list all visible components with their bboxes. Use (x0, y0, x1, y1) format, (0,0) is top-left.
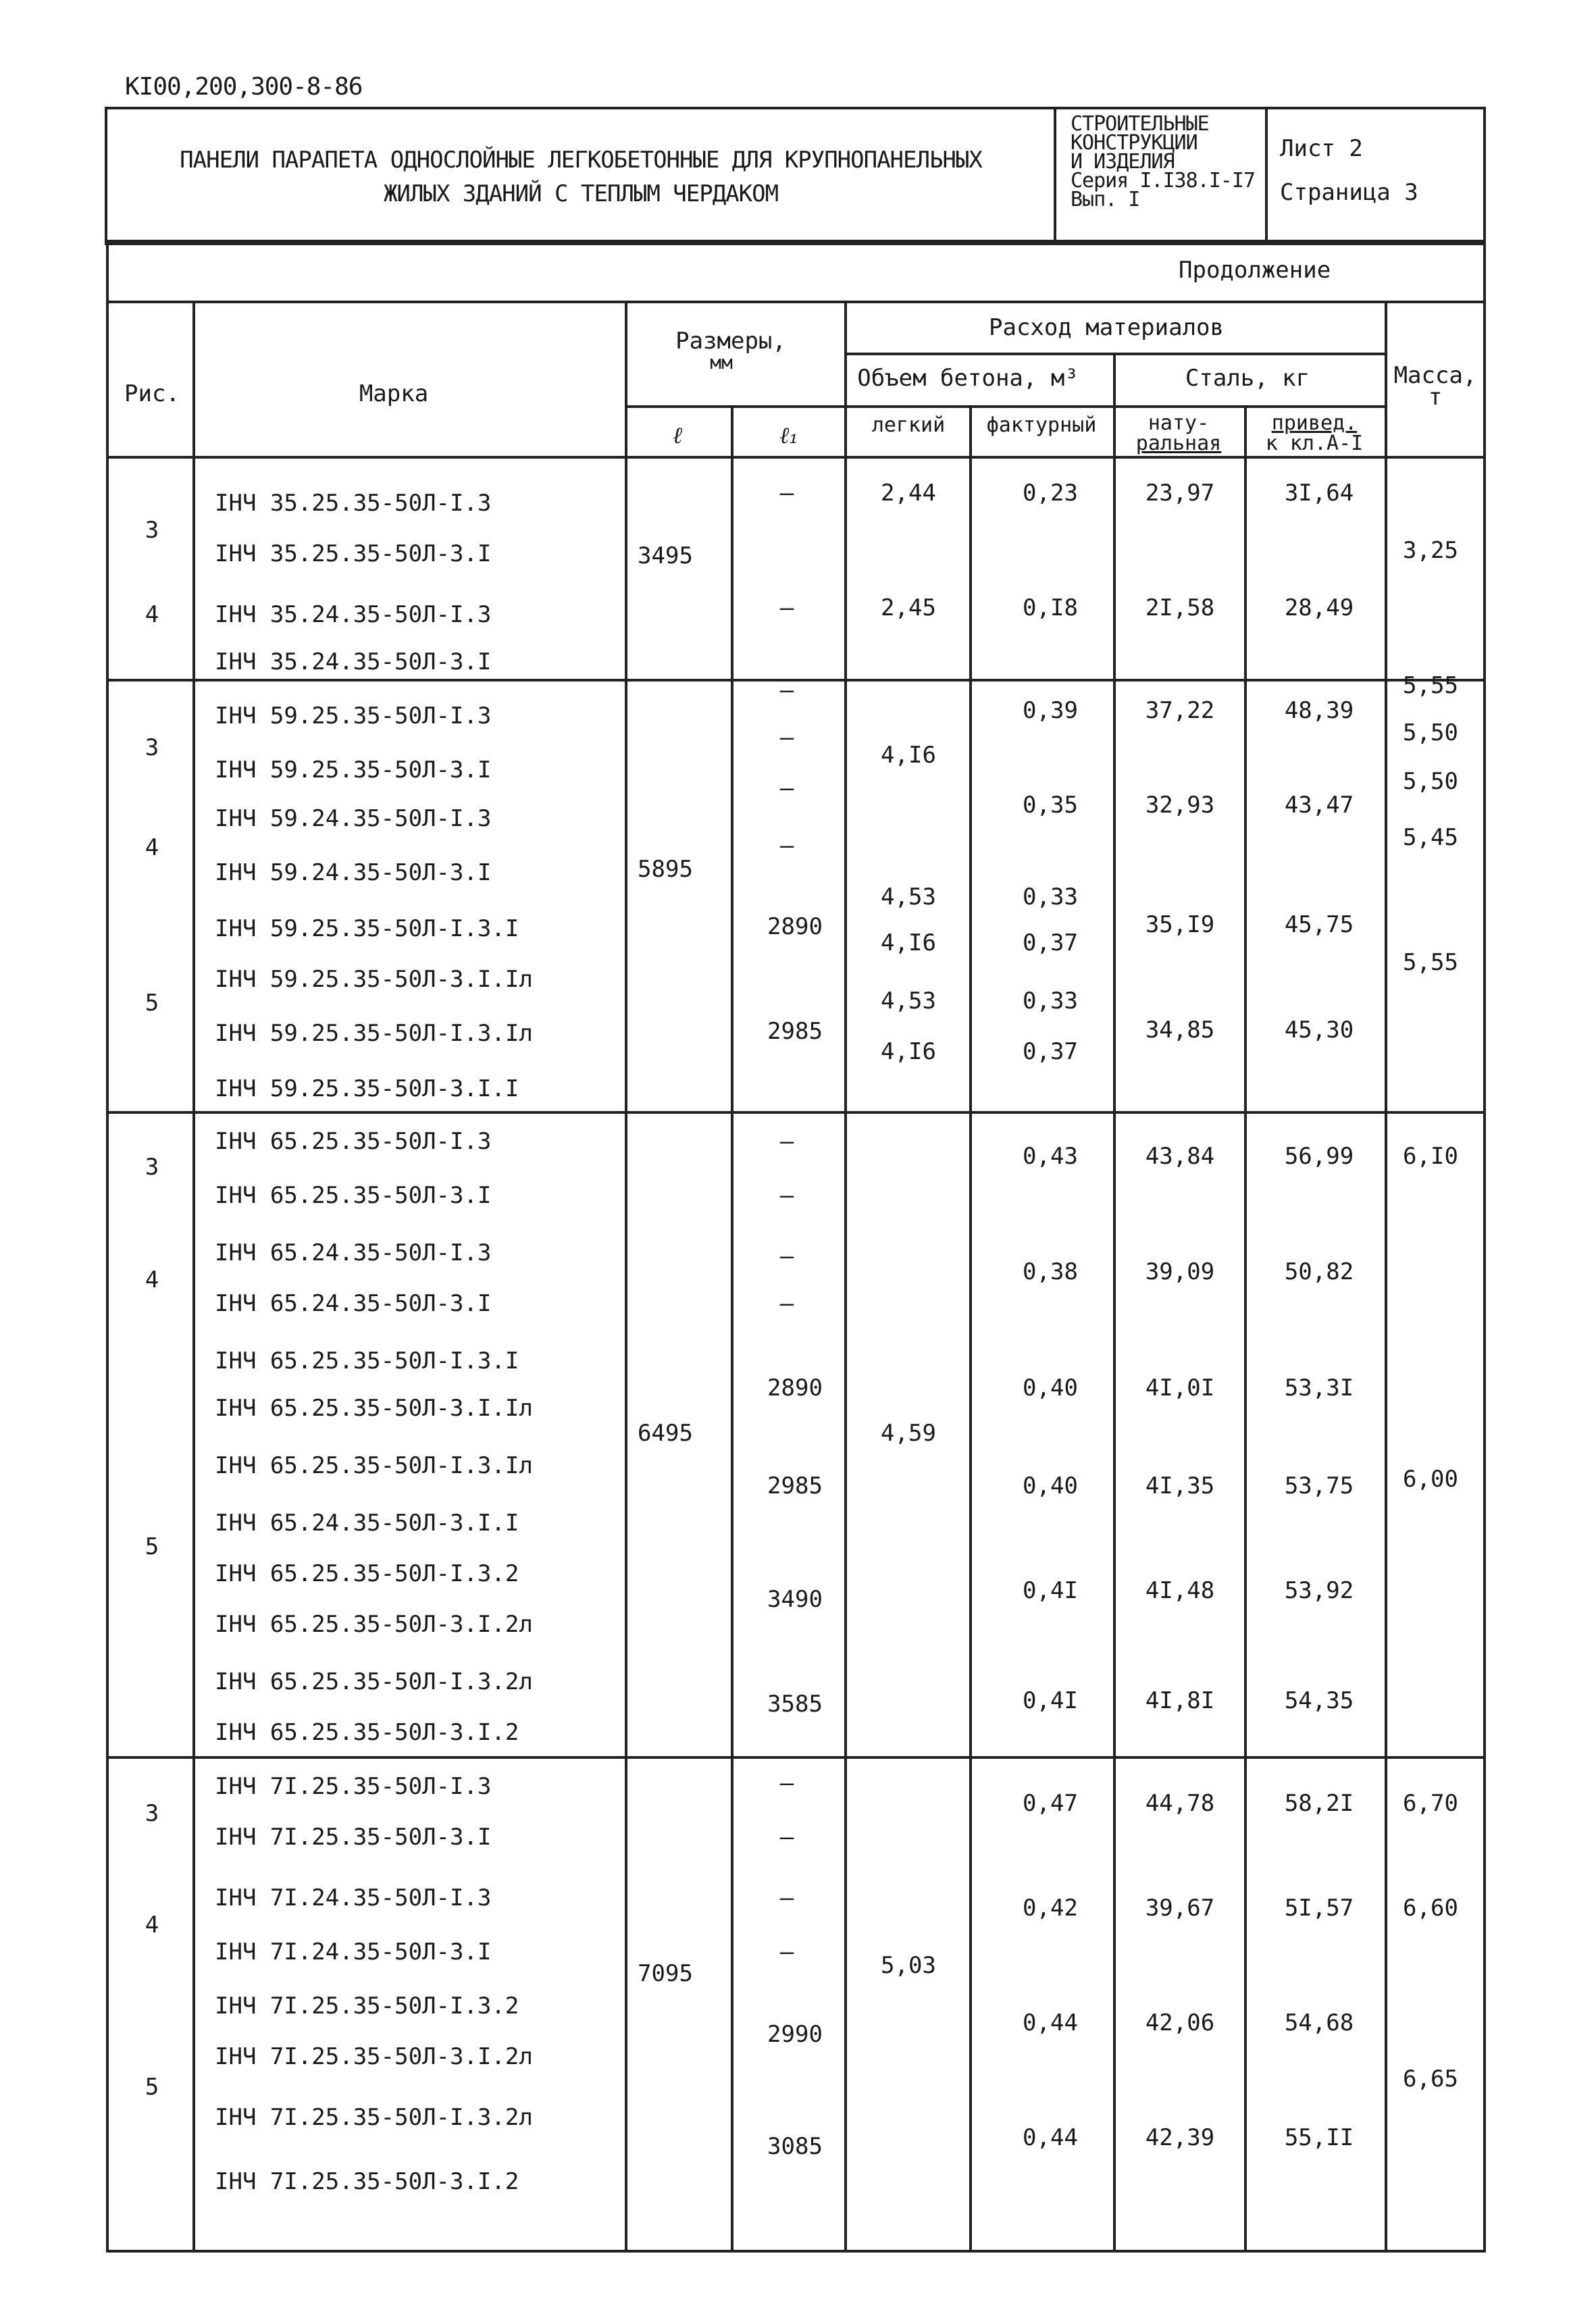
header-natural-1: нату- (1148, 411, 1210, 435)
dash-cell: – (779, 1824, 794, 1851)
fig-cell: 3 (145, 734, 159, 761)
facing-cell: 0,37 (1023, 1038, 1078, 1065)
facing-cell: 0,37 (1023, 929, 1078, 956)
dash-cell: – (779, 1770, 794, 1797)
l1-cell: 3085 (767, 2133, 823, 2160)
mass-cell: 5,45 (1403, 824, 1458, 851)
col-line-ris (192, 301, 195, 2253)
light-cell: 4,I6 (881, 742, 936, 769)
col-line-natural (1244, 405, 1247, 2253)
dash-cell: – (779, 1290, 794, 1317)
length-cell: 6495 (638, 1420, 693, 1447)
mark-cell: IНЧ 7I.25.35-50Л-I.3.2 (215, 1992, 519, 2020)
title-divider-1 (1054, 107, 1056, 245)
mark-cell: IНЧ 7I.24.35-50Л-3.I (215, 1938, 492, 1965)
fig-cell: 3 (145, 1800, 159, 1827)
header-l: ℓ (672, 422, 683, 449)
header-reduced-2: к кл.А-I (1265, 432, 1364, 455)
fig-cell: 3 (145, 1154, 159, 1181)
mark-cell: IНЧ 65.25.35-50Л-3.I.Iл (215, 1395, 533, 1422)
header-bottom-line (106, 456, 1486, 459)
fig-cell: 5 (145, 1533, 159, 1560)
natural-cell: 34,85 (1145, 1017, 1215, 1044)
stamp-line-2: КОНСТРУКЦИИ (1071, 131, 1198, 155)
natural-cell: 4I,0I (1145, 1374, 1215, 1402)
light-cell: 4,59 (881, 1420, 936, 1447)
facing-cell: 0,43 (1023, 1143, 1078, 1170)
dash-cell: – (779, 1182, 794, 1209)
mark-cell: IНЧ 59.25.35-50Л-I.3.Iл (215, 1020, 533, 1047)
sheet-number: Лист 2 (1280, 135, 1363, 162)
reduced-cell: 48,39 (1284, 697, 1354, 724)
natural-cell: 32,93 (1145, 792, 1215, 819)
header-reduced (1266, 413, 1364, 454)
length-cell: 5895 (638, 856, 693, 883)
facing-cell: 0,4I (1023, 1577, 1078, 1604)
natural-cell: 2I,58 (1145, 594, 1215, 621)
facing-cell: 0,38 (1023, 1258, 1078, 1285)
header-sub-line (625, 405, 1385, 408)
reduced-cell: 54,35 (1284, 1687, 1354, 1714)
natural-cell: 42,39 (1145, 2124, 1215, 2151)
page-number: Страница 3 (1280, 179, 1418, 206)
mark-cell: IНЧ 7I.25.35-50Л-3.I.2 (215, 2168, 519, 2195)
mark-cell: IНЧ 59.25.35-50Л-3.I.Iл (215, 966, 533, 993)
l1-cell: 2985 (767, 1018, 823, 1045)
header-reduced-1: привед. (1271, 411, 1358, 435)
natural-cell: 43,84 (1145, 1143, 1215, 1170)
mark-cell: IНЧ 59.25.35-50Л-3.I.I (215, 1075, 519, 1102)
mark-cell: IНЧ 65.25.35-50Л-3.I.2л (215, 1611, 533, 1638)
fig-cell: 5 (145, 989, 159, 1017)
reduced-cell: 53,92 (1284, 1577, 1354, 1604)
length-cell: 7095 (638, 1960, 693, 1987)
natural-cell: 4I,35 (1145, 1472, 1215, 1499)
facing-cell: 0,47 (1023, 1790, 1078, 1817)
col-line-l (731, 405, 733, 2253)
reduced-cell: 28,49 (1284, 594, 1354, 621)
natural-cell: 23,97 (1145, 480, 1215, 507)
light-cell: 4,I6 (881, 1038, 936, 1065)
facing-cell: 0,I8 (1023, 594, 1078, 621)
mass-cell: 6,I0 (1403, 1143, 1458, 1170)
title-divider-2 (1265, 107, 1268, 245)
l1-cell: 3490 (767, 1586, 823, 1613)
natural-cell: 4I,8I (1145, 1687, 1215, 1714)
col-line-l1 (844, 301, 847, 2253)
mass-cell: 3,25 (1403, 537, 1458, 564)
mark-cell: IНЧ 35.24.35-50Л-3.I (215, 648, 492, 675)
stamp-line-4: Серия I.I38.I-I7 (1071, 169, 1255, 192)
col-line-light (969, 405, 972, 2253)
fig-cell: 4 (145, 834, 159, 861)
mass-cell: 6,00 (1403, 1466, 1458, 1493)
l1-cell: 2990 (767, 2021, 823, 2048)
mass-cell: 6,65 (1403, 2065, 1458, 2092)
light-cell: 2,45 (881, 594, 936, 621)
mark-cell: IНЧ 65.25.35-50Л-I.3.I (215, 1347, 519, 1374)
light-cell: 2,44 (881, 480, 936, 507)
mass-cell: 5,50 (1403, 768, 1458, 795)
header-mass-1: Масса, (1393, 362, 1477, 389)
header-l1: ℓ₁ (779, 422, 798, 449)
continuation-label: Продолжение (1179, 257, 1331, 284)
stamp-line-5: Вып. I (1071, 188, 1140, 211)
reduced-cell: 5I,57 (1284, 1895, 1354, 1922)
fig-cell: 4 (145, 601, 159, 628)
fig-cell: 3 (145, 517, 159, 544)
dash-cell: – (779, 1128, 794, 1155)
mark-cell: IНЧ 59.25.35-50Л-I.3 (215, 702, 492, 729)
group-line-2 (106, 1111, 1486, 1114)
reduced-cell: 43,47 (1284, 792, 1354, 819)
facing-cell: 0,33 (1023, 987, 1078, 1014)
series-stamp (1071, 112, 1255, 211)
group-line-1 (106, 679, 1486, 682)
header-steel: Сталь, кг (1185, 365, 1310, 392)
natural-cell: 39,09 (1145, 1258, 1215, 1285)
mark-cell: IНЧ 65.24.35-50Л-3.I.I (215, 1510, 519, 1537)
mark-cell: IНЧ 65.25.35-50Л-3.I.2 (215, 1719, 519, 1746)
reduced-cell: 58,2I (1284, 1790, 1354, 1817)
facing-cell: 0,35 (1023, 792, 1078, 819)
dash-cell: – (779, 1938, 794, 1965)
header-natural-2: ральная (1135, 432, 1222, 455)
header-concrete: Объем бетона, м³ (857, 365, 1079, 392)
natural-cell: 42,06 (1145, 2009, 1215, 2036)
col-line-reduced (1385, 301, 1387, 2253)
l1-cell: 2890 (767, 1374, 823, 1402)
mark-cell: IНЧ 59.25.35-50Л-3.I (215, 756, 492, 783)
fig-cell: 4 (145, 1911, 159, 1938)
header-marka: Марка (359, 380, 429, 407)
mark-cell: IНЧ 59.25.35-50Л-I.3.I (215, 915, 519, 942)
facing-cell: 0,44 (1023, 2009, 1078, 2036)
facing-cell: 0,40 (1023, 1472, 1078, 1499)
reduced-cell: 53,75 (1284, 1472, 1354, 1499)
mark-cell: IНЧ 65.24.35-50Л-I.3 (215, 1239, 492, 1266)
facing-cell: 0,42 (1023, 1895, 1078, 1922)
dash-cell: – (779, 480, 794, 507)
header-facing: фактурный (986, 413, 1097, 437)
header-natural (1136, 413, 1221, 454)
l1-cell: 2890 (767, 913, 823, 940)
facing-cell: 0,40 (1023, 1374, 1078, 1402)
document-code: КI00,200,300-8-86 (125, 73, 363, 101)
group-line-3 (106, 1756, 1486, 1759)
mark-cell: IНЧ 7I.25.35-50Л-I.3 (215, 1773, 492, 1800)
header-sizes: Размеры, (675, 328, 786, 355)
reduced-cell: 53,3I (1284, 1374, 1354, 1402)
col-line-marka (625, 301, 627, 2253)
dash-cell: – (779, 1243, 794, 1270)
natural-cell: 44,78 (1145, 1790, 1215, 1817)
dash-cell: – (779, 832, 794, 859)
natural-cell: 39,67 (1145, 1895, 1215, 1922)
natural-cell: 37,22 (1145, 697, 1215, 724)
reduced-cell: 50,82 (1284, 1258, 1354, 1285)
mark-cell: IНЧ 35.25.35-50Л-I.3 (215, 490, 492, 517)
dash-cell: – (779, 1884, 794, 1911)
l1-cell: 2985 (767, 1472, 823, 1499)
reduced-cell: 55,II (1284, 2124, 1354, 2151)
mark-cell: IНЧ 7I.25.35-50Л-3.I (215, 1824, 492, 1851)
stamp-line-3: И ИЗДЕЛИЯ (1071, 150, 1175, 174)
light-cell: 4,53 (881, 987, 936, 1014)
mark-cell: IНЧ 65.25.35-50Л-3.I (215, 1182, 492, 1209)
header-light: легкий (871, 413, 946, 437)
title-line-2: ЖИЛЫХ ЗДАНИЙ С ТЕПЛЫМ ЧЕРДАКОМ (383, 180, 779, 207)
light-cell: 5,03 (881, 1952, 936, 1979)
document-title (108, 143, 1054, 211)
light-cell: 4,I6 (881, 929, 936, 956)
mark-cell: IНЧ 7I.25.35-50Л-I.3.2л (215, 2104, 533, 2131)
mass-cell: 5,55 (1403, 672, 1458, 699)
dash-cell: – (779, 677, 794, 704)
stamp-line-1: СТРОИТЕЛЬНЫЕ (1071, 112, 1209, 136)
title-line-1: ПАНЕЛИ ПАРАПЕТА ОДНОСЛОЙНЫЕ ЛЕГКОБЕТОННЫЕ ДЛЯ КРУПНОПАНЕЛЬНЫХ (180, 147, 982, 174)
facing-cell: 0,4I (1023, 1687, 1078, 1714)
continuation-line (106, 301, 1486, 303)
mass-cell: 5,55 (1403, 949, 1458, 976)
col-line-facing (1113, 355, 1116, 2253)
length-cell: 3495 (638, 542, 693, 569)
header-mass-2: т (1428, 384, 1443, 411)
mark-cell: IНЧ 59.24.35-50Л-I.3 (215, 805, 492, 832)
fig-cell: 4 (145, 1266, 159, 1293)
mass-cell: 6,60 (1403, 1895, 1458, 1922)
mark-cell: IНЧ 65.25.35-50Л-I.3.2л (215, 1668, 533, 1695)
reduced-cell: 54,68 (1284, 2009, 1354, 2036)
light-cell: 4,53 (881, 883, 936, 910)
dash-cell: – (779, 594, 794, 621)
mark-cell: IНЧ 7I.25.35-50Л-3.I.2л (215, 2043, 533, 2070)
natural-cell: 35,I9 (1145, 911, 1215, 938)
mark-cell: IНЧ 7I.24.35-50Л-I.3 (215, 1884, 492, 1911)
mark-cell: IНЧ 65.25.35-50Л-I.3.2 (215, 1560, 519, 1587)
facing-cell: 0,44 (1023, 2124, 1078, 2151)
mark-cell: IНЧ 35.25.35-50Л-3.I (215, 540, 492, 567)
facing-cell: 0,39 (1023, 697, 1078, 724)
header-mass (1393, 362, 1477, 411)
mark-cell: IНЧ 35.24.35-50Л-I.3 (215, 601, 492, 628)
mark-cell: IНЧ 59.24.35-50Л-3.I (215, 859, 492, 886)
header-ris: Рис. (124, 380, 180, 407)
dash-cell: – (779, 724, 794, 751)
l1-cell: 3585 (767, 1691, 823, 1718)
reduced-cell: 45,30 (1284, 1017, 1354, 1044)
facing-cell: 0,33 (1023, 883, 1078, 910)
reduced-cell: 3I,64 (1284, 480, 1354, 507)
reduced-cell: 56,99 (1284, 1143, 1354, 1170)
mass-cell: 6,70 (1403, 1790, 1458, 1817)
fig-cell: 5 (145, 2074, 159, 2101)
mark-cell: IНЧ 65.24.35-50Л-3.I (215, 1290, 492, 1317)
mass-cell: 5,50 (1403, 719, 1458, 746)
natural-cell: 4I,48 (1145, 1577, 1215, 1604)
header-materials-line (844, 353, 1385, 355)
header-materials: Расход материалов (989, 314, 1224, 341)
mark-cell: IНЧ 65.25.35-50Л-I.3.Iл (215, 1452, 533, 1479)
header-sizes-unit: мм (710, 351, 733, 374)
facing-cell: 0,23 (1023, 480, 1078, 507)
mark-cell: IНЧ 65.25.35-50Л-I.3 (215, 1128, 492, 1155)
reduced-cell: 45,75 (1284, 911, 1354, 938)
dash-cell: – (779, 775, 794, 802)
